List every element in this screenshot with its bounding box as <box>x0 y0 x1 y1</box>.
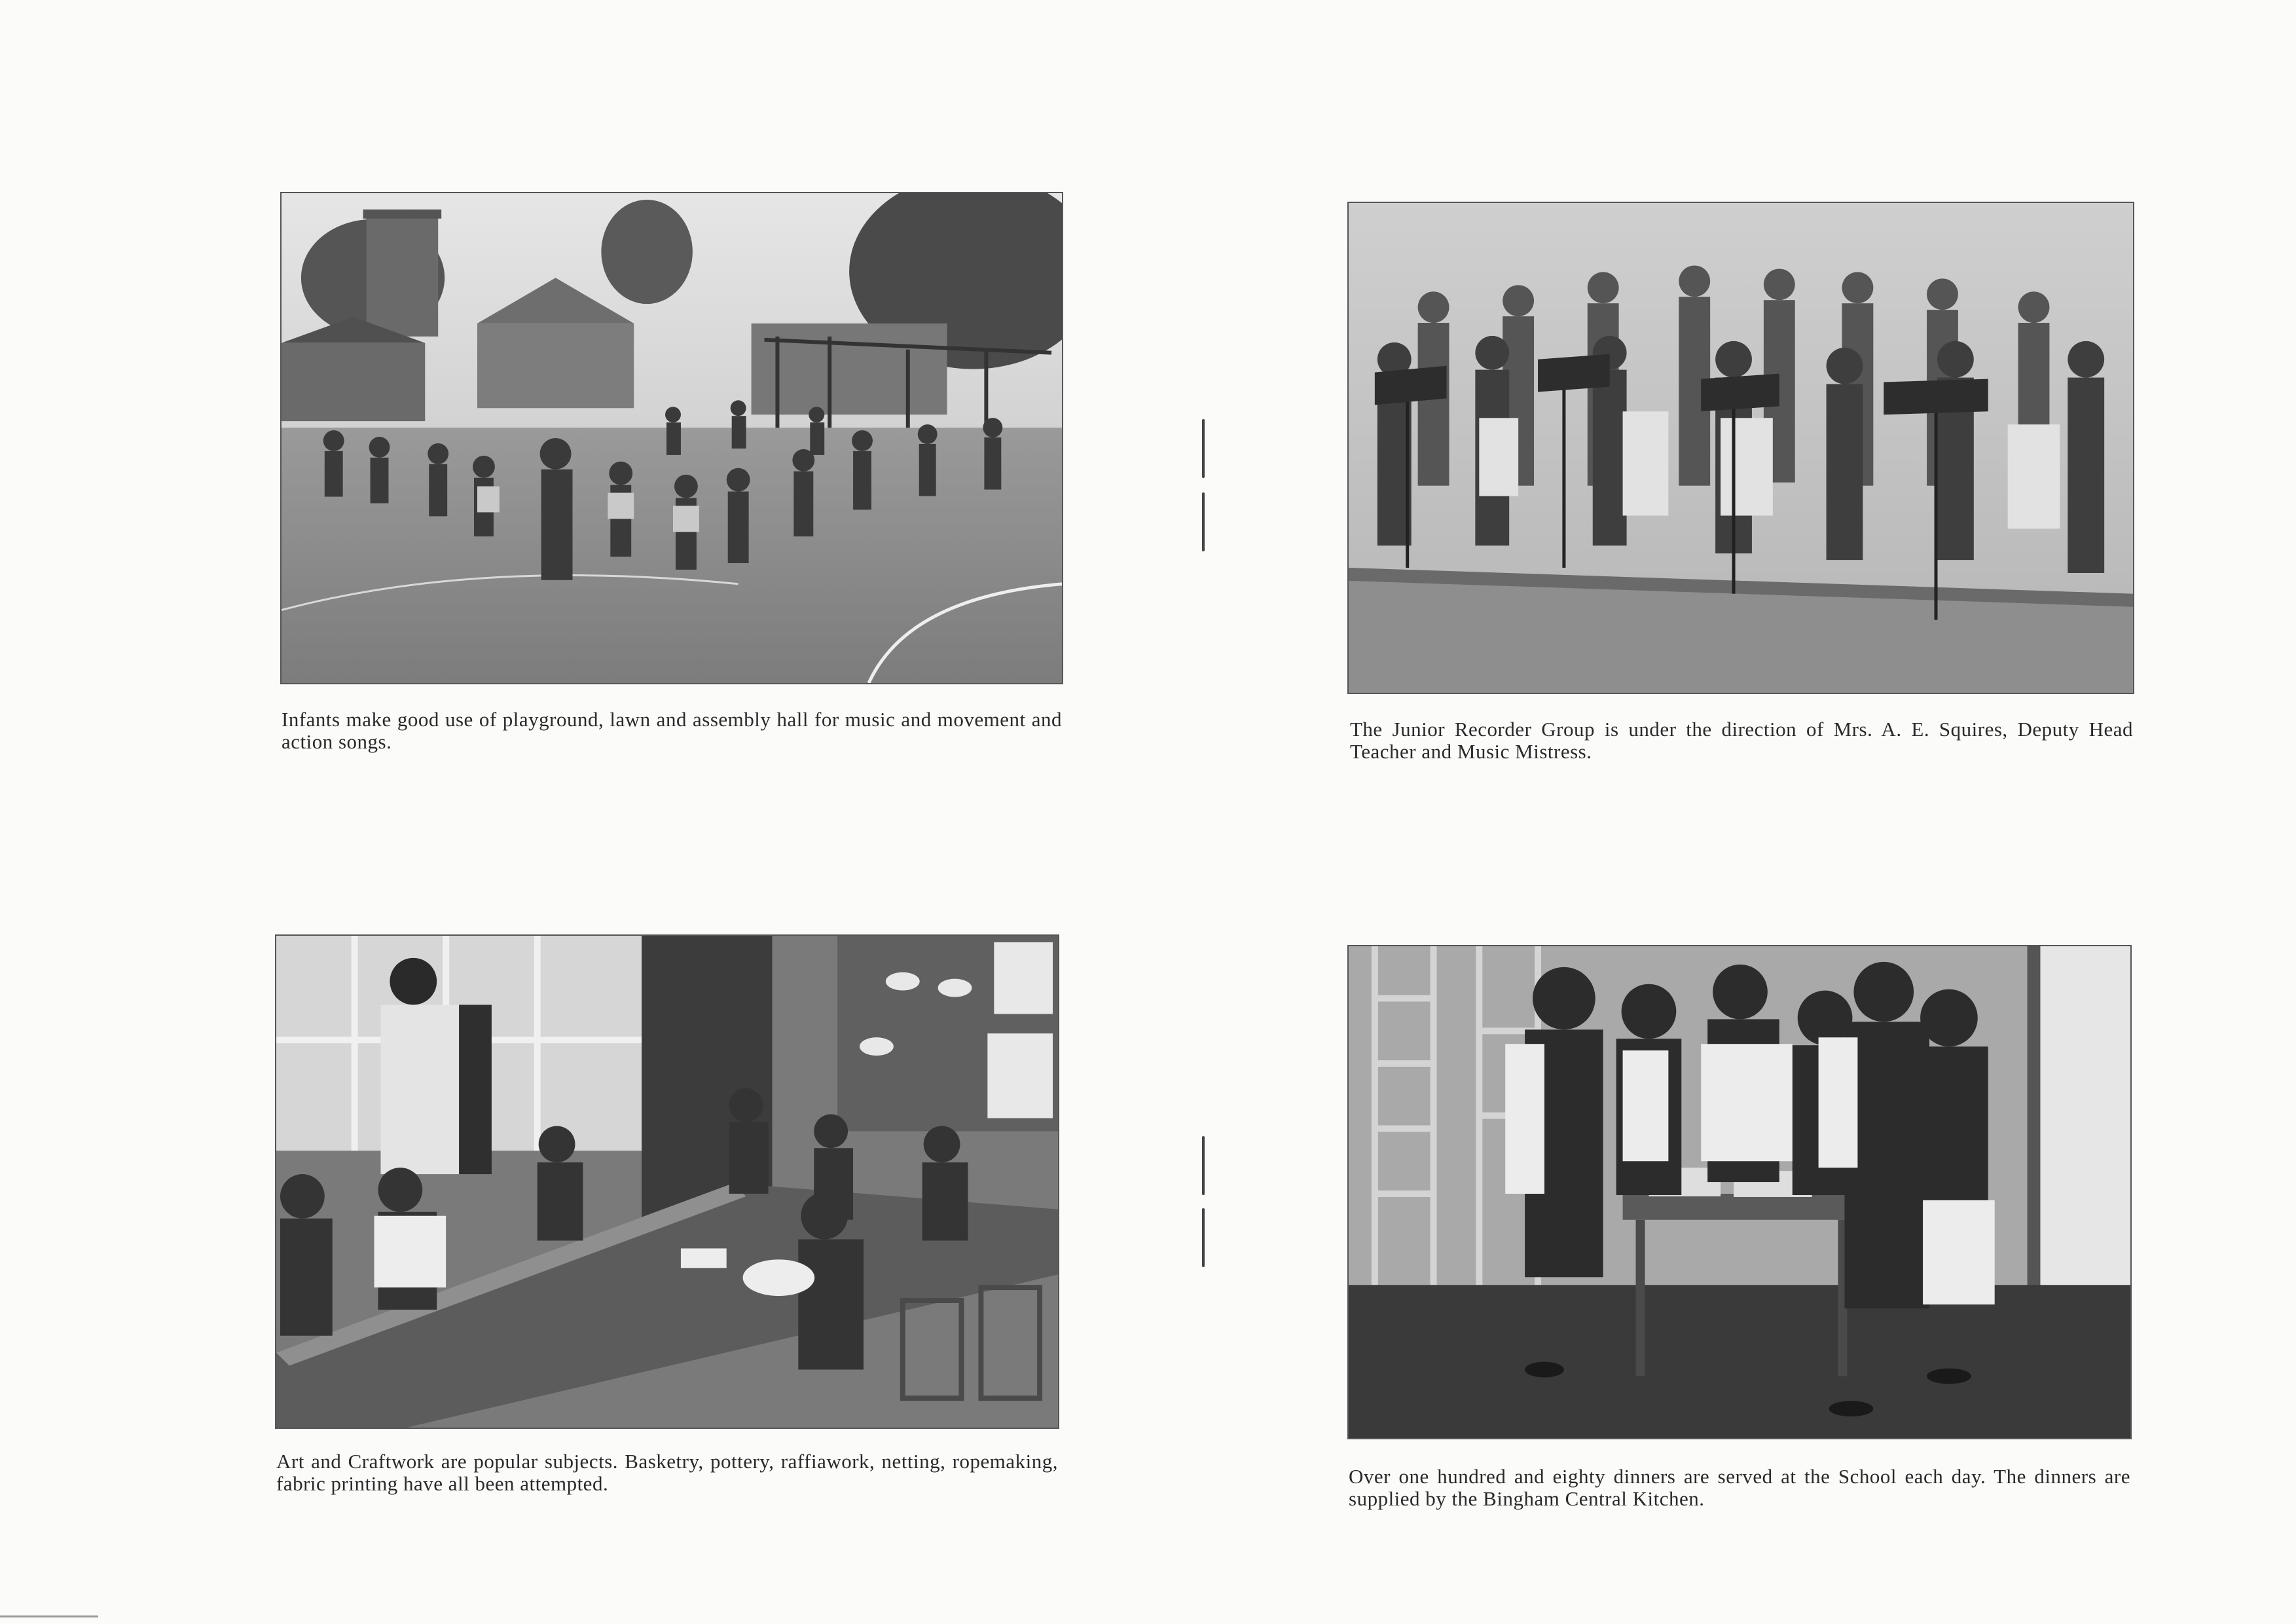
caption-art-craftwork-class: Art and Craftwork are popular subjects. Basketry, pottery, raffiawork, netting, ropemaking, fabric printing have all been attempted. <box>276 1450 1058 1495</box>
school-dinners-image <box>1349 946 2130 1438</box>
art-craftwork-class-image <box>276 936 1058 1428</box>
photo-art-craftwork-class <box>275 934 1059 1429</box>
caption-playground-dancing: Infants make good use of playground, lawn and assembly hall for music and movement and action songs. <box>282 708 1062 753</box>
recorder-group-image <box>1349 203 2133 693</box>
caption-school-dinners: Over one hundred and eighty dinners are served at the School each day. The dinners are supplied by the Bingham Central Kitchen. <box>1349 1465 2130 1510</box>
page-edge-mark <box>0 1615 98 1617</box>
caption-recorder-group: The Junior Recorder Group is under the direction of Mrs. A. E. Squires, Deputy Head Teacher and Music Mistress. <box>1350 718 2133 763</box>
staple-mark-lower <box>1202 1136 1205 1195</box>
photo-recorder-group <box>1347 202 2134 694</box>
playground-dancing-image <box>282 193 1062 683</box>
staple-mark-lower-lower <box>1202 1208 1205 1267</box>
photo-school-dinners <box>1347 945 2132 1439</box>
photo-playground-dancing <box>280 192 1063 684</box>
staple-mark-upper-lower <box>1202 492 1205 551</box>
staple-mark-upper <box>1202 419 1205 478</box>
